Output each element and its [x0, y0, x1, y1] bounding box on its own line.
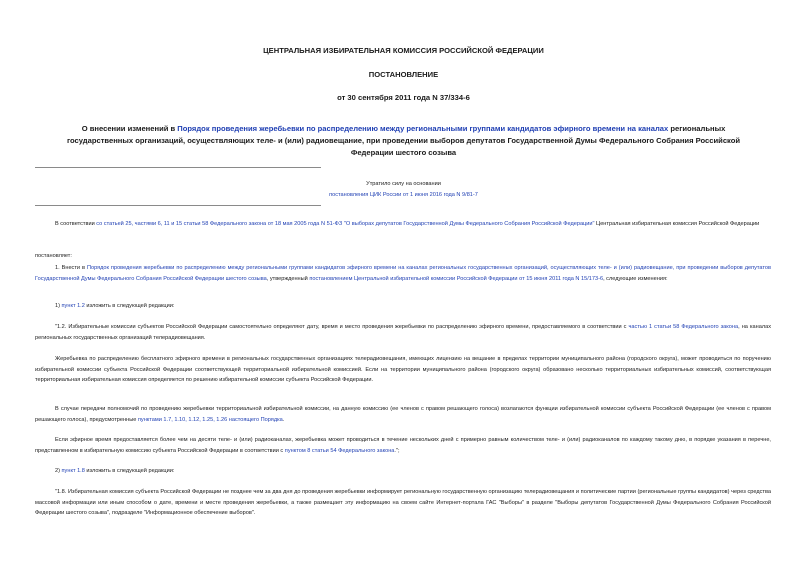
document-type: ПОСТАНОВЛЕНИЕ: [368, 70, 439, 79]
title-prefix: О внесении изменений в: [81, 124, 178, 133]
status-note-link[interactable]: постановления ЦИК России от 1 июня 2016 года N 9/81-7: [329, 192, 478, 198]
resolution-link[interactable]: постановлением Центральной избирательной комиссии Российской Федерации от 15 июня 2011 года N 15/173-6: [309, 275, 604, 282]
paragraph-basis: [35, 219, 771, 230]
clauses-link[interactable]: пунктами 1.7, 1.10, 1.12, 1.25, 1.26 настоящего Порядка: [137, 416, 283, 423]
organization-heading: ЦЕНТРАЛЬНАЯ ИЗБИРАТЕЛЬНАЯ КОМИССИЯ РОССИЙСКОЙ ФЕДЕРАЦИИ: [263, 46, 544, 55]
article-54-link[interactable]: пунктом 8 статьи 54 Федерального закона: [284, 447, 395, 454]
paragraph-clause-1-2: [35, 322, 771, 343]
text: 1. Внести в: [55, 265, 87, 271]
clause-1-2-link[interactable]: пункт 1.2: [61, 303, 85, 309]
clause-1-8-link[interactable]: пункт 1.8: [61, 468, 85, 474]
text: изложить в следующей редакции:: [84, 303, 175, 309]
paragraph-item-1: [35, 263, 771, 284]
paragraph-authority-transfer: [35, 404, 771, 425]
text: , утвержденный: [266, 275, 310, 282]
paragraph-lottery-delegation: Жеребьевка по распределению бесплатного эфирного времени в региональных государственных организациях телерадиовещания, имеющих лицензию на вещание в пределах территории муниципального района (городского округа), может проводиться по поручению избирательной комиссии субъекта Российской Федерации соответствующей территориальной избирательной комиссией. Если на территории муниципального района (городского округа) образовано несколько территориальных избирательных комиссий, соответствующая территориальная избирательная комиссия определяется по решению избирательной комиссии субъекта Российской Федерации.: [35, 356, 771, 383]
status-note: Утратило силу на основании: [366, 181, 441, 187]
document-date-number: от 30 сентября 2011 года N 37/334-6: [337, 93, 470, 102]
text: изложить в следующей редакции:: [84, 468, 175, 474]
text: Центральная избирательная комиссия Российской Федерации: [594, 221, 760, 227]
text: Если эфирное время предоставляется более чем на десяти теле- и (или) радиоканалах, жеребьевка может проводиться в течение нескольких дней с примерно равным количеством теле- и (или) радиоканалов по каждому такому дню, в порядке указания в перечне, представленном в избирательную комиссию субъекта Российской Федерации в соответствии с: [35, 437, 771, 454]
text: , следующие изменения:: [603, 275, 668, 282]
procedure-link[interactable]: Порядок проведения жеребьевки по распределению между региональными группами кандидатов эфирного времени на каналах региональных государственных организаций, осуществляющих теле- и (или) радиовещание, при проведении выборов депутатов Государственной Думы Федерального Собрания Российской Федерации шестого созыва: [35, 265, 772, 282]
paragraph-subitem-1: [55, 301, 771, 312]
paragraph-clause-1-8: "1.8. Избирательная комиссия субъекта Российской Федерации не позднее чем за два дня до проведения жеребьевки информирует региональную государственную организацию телерадиовещания и политические партии (региональные группы кандидатов) через средства массовой информации или иным способом о дате, времени и месте проведения жеребьевки, а также размещает эту информацию на своем сайте Интернет-портала ГАС "Выборы" в разделе "Выборы депутатов Государственной Думы Федерального Собрания Российской Федерации шестого созыва", подразделе "Информационное обеспечение выборов".: [35, 489, 771, 516]
title-rest: региональных государственных организаций, осуществляющих теле- и (или) радиовещание, при проведении выборов депутатов Государственной Думы Федерального Собрания Российской Федерации шестого созыва: [66, 124, 741, 157]
text: .";: [394, 447, 400, 454]
text: , на каналах региональных государственных организаций телерадиовещания.: [35, 324, 771, 341]
divider-top: [35, 167, 321, 168]
text: .: [282, 416, 285, 423]
text: 1): [55, 303, 62, 309]
title-link[interactable]: Порядок проведения жеребьевки по распределению между региональными группами кандидатов эфирного времени на каналах: [177, 124, 669, 133]
text: В соответствии: [55, 221, 97, 227]
document-title: [60, 123, 747, 159]
paragraph-subitem-2: [55, 466, 771, 477]
divider-bottom: [35, 205, 321, 206]
text: 2): [55, 468, 62, 474]
paragraph-multiple-days: [35, 435, 771, 456]
paragraph-resolves: постановляет:: [35, 253, 72, 259]
text: В случае передачи полномочий по проведению жеребьевки территориальной избирательной комиссии, на данную комиссию (ее членов с правом решающего голоса) возлагаются функции избирательной комиссии субъекта Российской Федерации (ее членов с правом решающего голоса), предусмотренные: [35, 406, 771, 423]
article-58-link[interactable]: частью 1 статьи 58 Федерального закона: [628, 324, 739, 330]
text: "1.2. Избирательные комиссии субъектов Российской Федерации самостоятельно определяют дату, время и место проведения жеребьевки по распределению эфирного времени, предоставляемого в соответствии с: [55, 324, 629, 330]
law-link[interactable]: со статьей 25, частями 6, 11 и 15 статьи 58 Федерального закона от 18 мая 2005 года N 51-ФЗ "О выборах депутатов Государственной Думы Федерального Собрания Российской Федерации": [96, 221, 595, 227]
